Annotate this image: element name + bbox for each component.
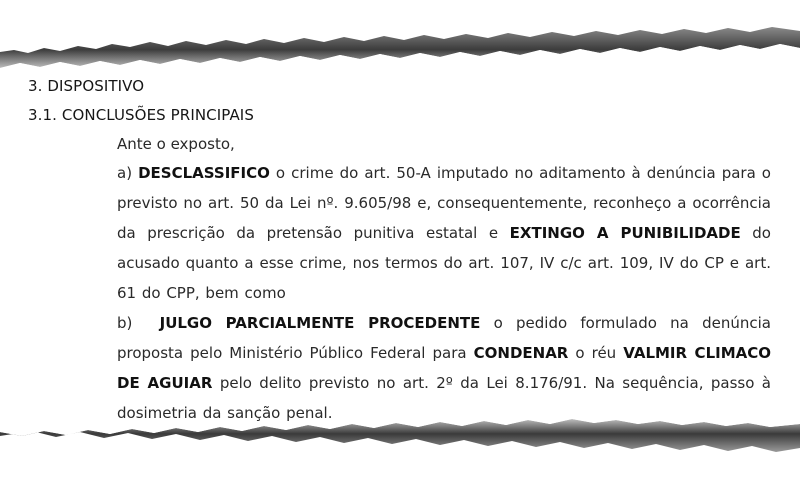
paragraph-a-text-1: o crime do art. 50-A imputado no aditamento à denúncia para o previsto no art. 50 da Lei nº. 9.605/98 e, consequentemente, reconheço a ocorrência da prescrição da pretensão punitiva estatal e bbox=[117, 164, 771, 242]
paragraph-a-text-2: do acusado quanto a esse crime, nos termos do art. 107, IV c/c art. 109, IV do CP e art. 61 do CPP, bem como bbox=[117, 224, 771, 302]
subsection-title: 3.1. CONCLUSÕES PRINCIPAIS bbox=[28, 106, 254, 124]
intro-line: Ante o exposto, bbox=[117, 135, 235, 153]
defendant-name: VALMIR CLIMACO DE AGUIAR bbox=[117, 344, 771, 392]
paragraph-b-label: b) bbox=[117, 314, 133, 332]
paragraph-a bbox=[117, 158, 771, 308]
paragraph-a-label: a) bbox=[117, 164, 133, 182]
paragraph-b-text-1: o pedido formulado na denúncia proposta pelo Ministério Público Federal para bbox=[117, 314, 771, 362]
condenar-text: CONDENAR bbox=[473, 344, 569, 362]
desclassifico-text: DESCLASSIFICO bbox=[138, 164, 270, 182]
paragraph-b-text-2: o réu bbox=[575, 344, 617, 362]
julgo-procedente-text: JULGO PARCIALMENTE PROCEDENTE bbox=[159, 314, 481, 332]
extingo-punibilidade-text: EXTINGO A PUNIBILIDADE bbox=[509, 224, 741, 242]
section-title: 3. DISPOSITIVO bbox=[28, 77, 145, 95]
paragraph-b bbox=[117, 308, 771, 428]
paragraph-b-text-3: pelo delito previsto no art. 2º da Lei 8.176/91. Na sequência, passo à dosimetria da sanção penal. bbox=[117, 374, 772, 422]
